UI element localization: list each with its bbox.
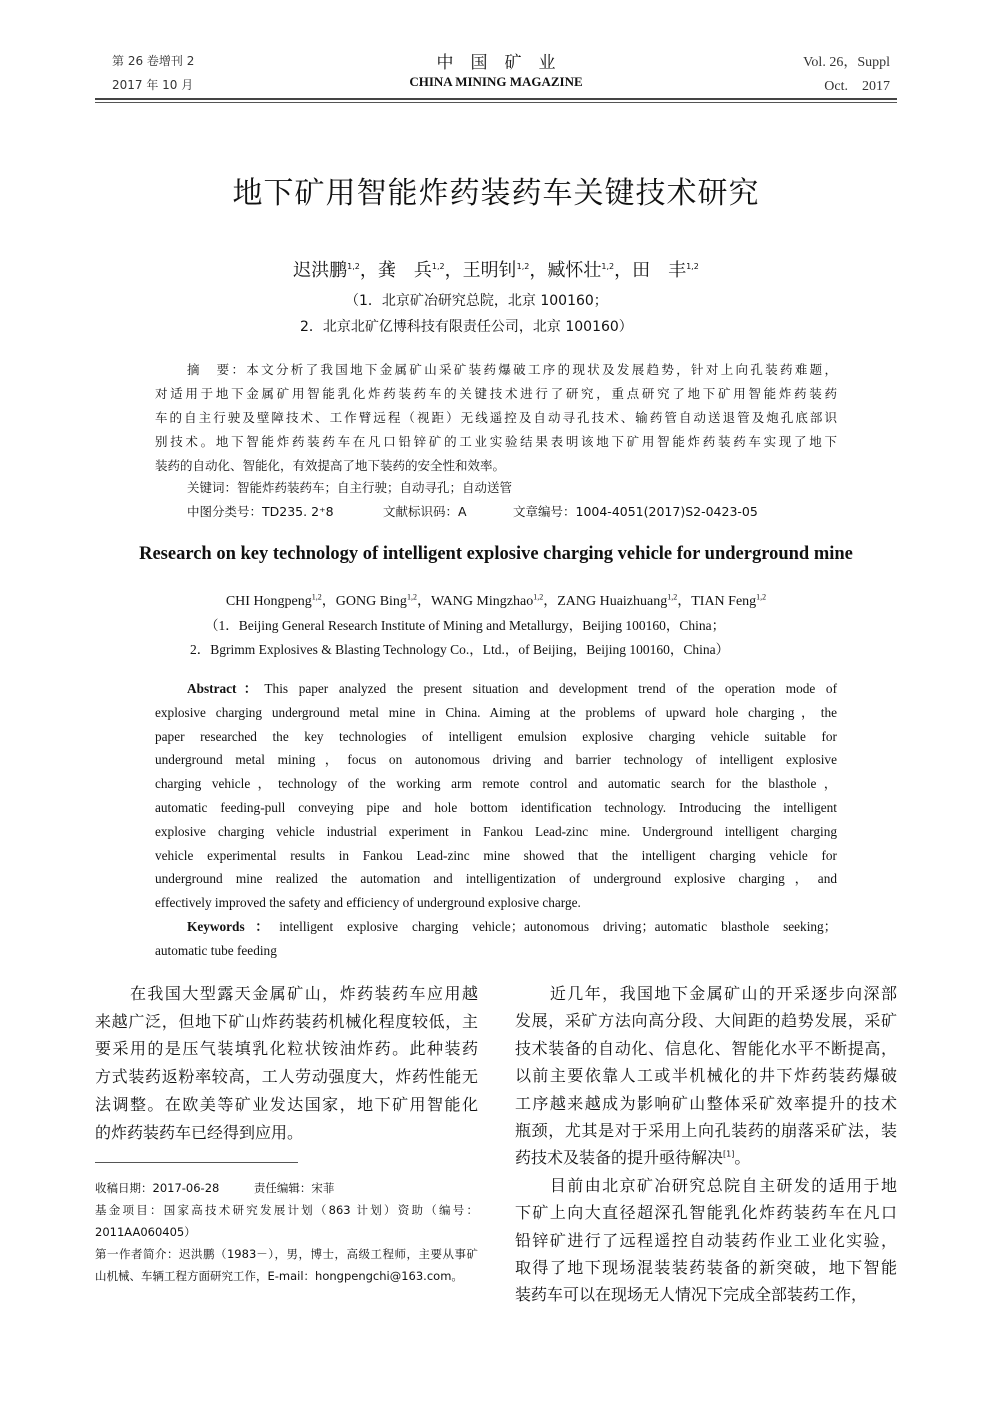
- keywords-cn: 关键词：智能炸药装药车；自主行驶；自动寻孔；自动送管: [187, 480, 513, 495]
- author-affiliation-mark: 1,2: [533, 592, 544, 602]
- abstract-text: underground mine realized the automation and intelligentization of underground explosive charging，and: [155, 871, 837, 887]
- text-line: 车的自主行驶及壁障技术、工作臂远程（视距）无线遥控及自动寻孔技术、输药管自动送退管及炮孔底部识: [155, 410, 837, 425]
- affiliation-2: 2．北京北矿亿博科技有限责任公司，北京 100160）: [300, 319, 633, 335]
- header-rule-thin: [95, 102, 897, 103]
- text-line: 第一作者简介：迟洪鹏（1983－），男，博士，高级工程师，主要从事矿: [95, 1247, 478, 1261]
- text-line: 取得了地下现场混装装药装备的新突破，地下智能: [515, 1258, 897, 1278]
- text-line: [155, 891, 837, 915]
- volume-en: Vol. 26，Suppl: [803, 55, 890, 70]
- paper-title-en: Research on key technology of intelligent explosive charging vehicle for underground mine: [139, 544, 853, 564]
- journal-name-en: CHINA MINING MAGAZINE: [409, 74, 583, 89]
- author-affiliation-mark: 1,2: [311, 592, 322, 602]
- text-line: 的炸药装药车已经得到应用。: [95, 1122, 304, 1142]
- issue-date: 2017 年 10 月: [112, 78, 194, 92]
- author-affiliation-mark: 1,2: [756, 592, 767, 602]
- keywords-en-line: [155, 915, 837, 939]
- text-line: 装药车可以在现场无人情况下完成全部装药工作，: [515, 1285, 868, 1305]
- author-list: 迟洪鹏$^{1,2}$，龚 兵$^{1,2}$，王明钊$^{1,2}$，臧怀壮$^{1,2}$，田 丰$^{1,2}$: [293, 260, 699, 281]
- abstract-text: automatic feeding-pull conveying pipe and hole bottom identification technology. Introducing the intelligent: [155, 799, 837, 815]
- text-line: [155, 867, 837, 891]
- footnotes: [95, 1177, 478, 1287]
- author-name: GONG Bing: [335, 594, 407, 609]
- author-name: WANG Mingzhao: [430, 594, 534, 609]
- date-en: Oct. 2017: [824, 79, 890, 94]
- keywords-en-line: [155, 939, 837, 963]
- text-line: 基金项目：国家高技术研究发展计划（863 计划）资助（编号：: [95, 1203, 478, 1217]
- author-affiliation-mark: 1,2: [406, 592, 417, 602]
- journal-name-cn: 中 国 矿 业: [436, 53, 556, 73]
- abstract-label: Abstract：: [187, 681, 265, 696]
- text-line: 对适用于地下金属矿用智能乳化炸药装药车的关键技术进行了研究，重点研究了地下矿用智能炸药装药: [155, 386, 837, 401]
- document-code: 文献标识码：A: [383, 504, 467, 519]
- text-line: 近几年，我国地下金属矿山的开采逐步向深部: [515, 984, 897, 1003]
- author-name: CHI Hongpeng: [225, 594, 312, 609]
- text-line: 来越广泛，但地下矿山炸药装药机械化程度较低，主: [95, 1011, 478, 1031]
- author-affiliation-mark: 1,2: [686, 262, 699, 271]
- author-name: ZANG Huaizhuang: [557, 594, 668, 609]
- text-line: 收稿日期：2017-06-28 责任编辑：宋菲: [95, 1181, 335, 1195]
- volume-issue: 第 26 卷增刊 2: [112, 54, 195, 68]
- clc-number: 中图分类号：TD235. 2⁺8: [187, 504, 334, 519]
- text-line: [155, 701, 837, 725]
- affiliation-en-2: 2．Bgrimm Explosives & Blasting Technology Co.，Ltd.，of Beijing，Beijing 100160，China）: [190, 642, 730, 657]
- text-line: 2011AA060405）: [95, 1225, 196, 1239]
- abstract-text: explosive charging vehicle industrial experiment in Fankou Lead-zinc mine. Underground intelligent charging: [155, 823, 837, 839]
- abstract-cn: [155, 358, 837, 478]
- abstract-text: explosive charging underground metal mine in China. Aiming at the problems of upward hole charging，the: [155, 704, 837, 720]
- abstract-text: charging vehicle，technology of the working arm remote control and automatic search for the blasthole，: [155, 776, 837, 792]
- keywords-text: intelligent explosive charging vehicle；autonomous driving；automatic blasthole seeking；: [279, 918, 837, 934]
- text-line: 发展，采矿方法向高分段、大间距的趋势发展，采矿: [515, 1011, 897, 1031]
- text-line: [155, 772, 837, 796]
- body-column-right: [515, 980, 897, 1309]
- author-affiliation-mark: 1,2: [347, 262, 360, 271]
- text-line: 别技术。地下智能炸药装药车在凡口铅锌矿的工业实验结果表明该地下矿用智能炸药装药车实现了地下: [155, 434, 837, 449]
- text-line: 铅锌矿进行了远程遥控自动装药作业工业化实验，: [515, 1230, 897, 1250]
- text-line: 要采用的是压气装填乳化粒状铵油炸药。此种装药: [95, 1039, 478, 1059]
- text-line: 技术装备的自动化、信息化、智能化水平不断提高，: [515, 1038, 897, 1058]
- abstract-text: paper researched the key technologies of intelligent emulsion explosive charging vehicle suitable for: [155, 728, 837, 744]
- body-column-left: [95, 980, 478, 1146]
- text-line: 工序越来越成为影响矿山整体采矿效率提升的技术: [515, 1093, 897, 1113]
- affiliation-en-1: （1．Beijing General Research Institute of Mining and Metallurgy，Beijing 100160，China；: [205, 618, 726, 633]
- text-line: 瓶颈，尤其是对于采用上向孔装药的崩落采矿法，装: [515, 1121, 897, 1141]
- footnote-rule: [95, 1162, 298, 1163]
- abstract-en: [155, 677, 837, 963]
- text-line: [155, 820, 837, 844]
- author-list-en: CHI Hongpeng$^{1,2}$，GONG Bing$^{1,2}$，WANG Mingzhao$^{1,2}$，ZANG Huaizhuang$^{1,2}$，TIAN Feng$^{1,2}$: [225, 592, 767, 609]
- abstract-text: effectively improved the safety and efficiency of underground explosive charge.: [155, 895, 581, 911]
- text-line: 目前由北京矿冶研究总院自主研发的适用于地: [515, 1175, 897, 1195]
- author-affiliation-mark: 1,2: [516, 262, 530, 271]
- keywords-label: Keywords：: [187, 918, 280, 934]
- author-name: 迟洪鹏: [293, 260, 348, 281]
- text-line: 下矿上向大直径超深孔智能乳化炸药装药车在凡口: [515, 1203, 897, 1223]
- text-line: [155, 844, 837, 868]
- article-number: 文章编号：1004-4051(2017)S2-0423-05: [513, 504, 758, 519]
- author-affiliation-mark: 1,2: [667, 592, 678, 602]
- abstract-text: underground metal mining，focus on autonomous driving and barrier technology of intelligent explosive: [155, 752, 837, 768]
- header-rule: [95, 98, 897, 100]
- author-name: 臧怀壮: [547, 260, 602, 281]
- text-line: [155, 748, 837, 772]
- author-affiliation-mark: 1,2: [601, 262, 615, 271]
- text-line: [155, 677, 837, 701]
- text-line: 山机械、车辆工程方面研究工作，E-mail：hongpengchi@163.com。: [95, 1269, 463, 1283]
- text-line: 装药的自动化、智能化，有效提高了地下装药的安全性和效率。: [155, 458, 506, 473]
- text-line: [155, 796, 837, 820]
- text-line: 摘 要：本文分析了我国地下金属矿山采矿装药爆破工序的现状及发展趋势，针对上向孔装药难题，: [187, 362, 837, 377]
- abstract-text: This paper analyzed the present situation and development trend of the operation mode of: [264, 681, 838, 696]
- text-line: 在我国大型露天金属矿山，炸药装药车应用越: [95, 984, 478, 1003]
- text-line: [155, 725, 837, 749]
- author-name: TIAN Feng: [691, 594, 757, 609]
- text-line: 以前主要依靠人工或半机械化的井下炸药装药爆破: [515, 1066, 897, 1086]
- text-line: 法调整。在欧美等矿业发达国家，地下矿用智能化: [95, 1094, 478, 1114]
- author-affiliation-mark: 1,2: [431, 262, 445, 271]
- text-line: 药技术及装备的提升亟待解决[1]。: [515, 1148, 751, 1168]
- author-name: 田 丰: [632, 260, 687, 281]
- affiliation-1: （1．北京矿冶研究总院，北京 100160；: [345, 293, 608, 309]
- author-name: 龚 兵: [377, 260, 432, 281]
- abstract-text: vehicle experimental results in Fankou Lead-zinc mine showed that the intelligent charging vehicle for: [155, 847, 837, 863]
- keywords-text: automatic tube feeding: [155, 942, 277, 958]
- author-name: 王明钊: [462, 260, 517, 281]
- paper-title: 地下矿用智能炸药装药车关键技术研究: [232, 176, 760, 211]
- text-line: 方式装药返粉率较高，工人劳动强度大，炸药性能无: [95, 1067, 478, 1087]
